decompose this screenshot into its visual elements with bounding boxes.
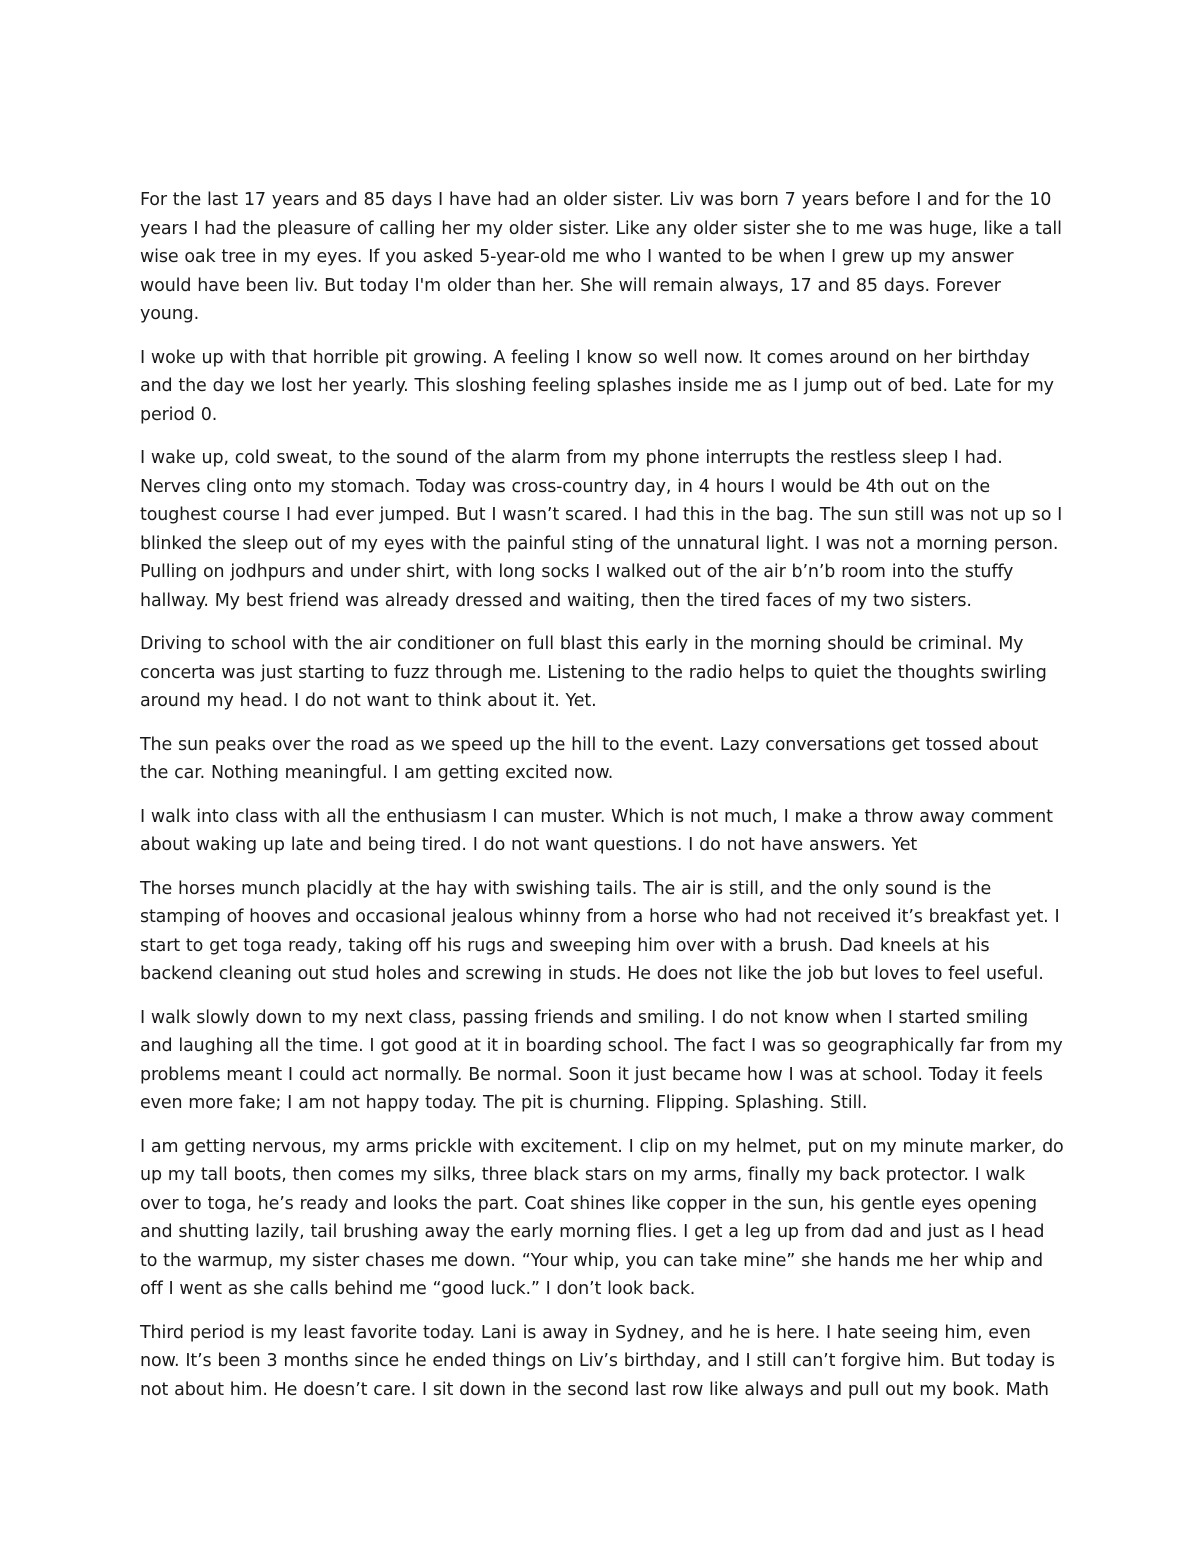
paragraph-9: I am getting nervous, my arms prickle with excitement. I clip on my helmet, put on my minute marker, do up my tall boots, then comes my silks, three black stars on my arms, finally my back protector. I walk over to toga, he’s ready and looks the part. Coat shines like copper in the sun, his gentle eyes opening and shutting lazily, tail brushing away the early morning flies. I get a leg up from dad and just as I head to the warmup, my sister chases me down. “Your whip, you can take mine” she hands me her whip and off I went as she calls behind me “good luck.” I don’t look back. [140,1136,1064,1299]
document-body [140,186,1065,1419]
paragraph-1: For the last 17 years and 85 days I have had an older sister. Liv was born 7 years before I and for the 10 years I had the pleasure of calling her my older sister. Like any older sister she to me was huge, like a tall wise oak tree in my eyes. If you asked 5-year-old me who I wanted to be when I grew up my answer would have been liv. But today I'm older than her. She will remain always, 17 and 85 days. Forever young. [140,190,1062,324]
paragraph-10: Third period is my least favorite today. Lani is away in Sydney, and he is here. I hate seeing him, even now. It’s been 3 months since he ended things on Liv’s birthday, and I still can’t forgive him. But today is not about him. He doesn’t care. I sit down in the second last row like always and pull out my book. Math [140,1322,1055,1400]
paragraph-2: I woke up with that horrible pit growing. A feeling I know so well now. It comes around on her birthday and the day we lost her yearly. This sloshing feeling splashes inside me as I jump out of bed. Late for my period 0. [140,347,1054,425]
paragraph-3: I wake up, cold sweat, to the sound of the alarm from my phone interrupts the restless sleep I had. Nerves cling onto my stomach. Today was cross-country day, in 4 hours I would be 4th out on the toughest course I had ever jumped. But I wasn’t scared. I had this in the bag. The sun still was not up so I blinked the sleep out of my eyes with the painful sting of the unnatural light. I was not a morning person. Pulling on jodhpurs and under shirt, with long socks I walked out of the air b’n’b room into the stuffy hallway. My best friend was already dressed and waiting, then the tired faces of my two sisters. [140,448,1063,611]
paragraph-7: The horses munch placidly at the hay with swishing tails. The air is still, and the only sound is the stamping of hooves and occasional jealous whinny from a horse who had not received it’s breakfast yet. I start to get toga ready, taking off his rugs and sweeping him over with a brush. Dad kneels at his backend cleaning out stud holes and screwing in studs. He does not like the job but loves to feel useful. [140,878,1060,984]
paragraph-8: I walk slowly down to my next class, passing friends and smiling. I do not know when I started smiling and laughing all the time. I got good at it in boarding school. The fact I was so geographically far from my problems meant I could act normally. Be normal. Soon it just became how I was at school. Today it feels even more fake; I am not happy today. The pit is churning. Flipping. Splashing. Still. [140,1007,1063,1113]
paragraph-4: Driving to school with the air conditioner on full blast this early in the morning should be criminal. My concerta was just starting to fuzz through me. Listening to the radio helps to quiet the thoughts swirling around my head. I do not want to think about it. Yet. [140,634,1047,711]
paragraph-5: The sun peaks over the road as we speed up the hill to the event. Lazy conversations get tossed about the car. Nothing meaningful. I am getting excited now. [140,734,1039,783]
paragraph-6: I walk into class with all the enthusiasm I can muster. Which is not much, I make a throw away comment about waking up late and being tired. I do not want questions. I do not have answers. Yet [140,806,1053,855]
